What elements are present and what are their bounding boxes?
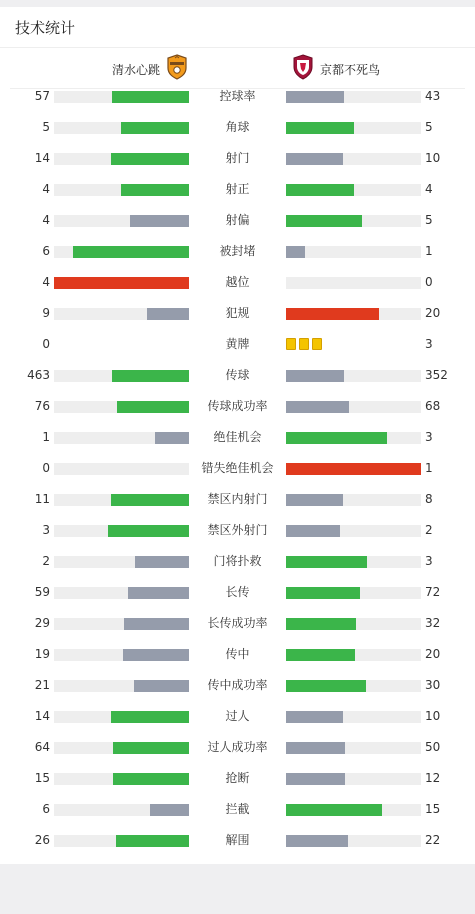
home-stat-value: 14 xyxy=(34,151,50,165)
home-stat-bar xyxy=(54,184,189,196)
away-stat-value: 50 xyxy=(425,740,441,754)
home-stat-bar-fill xyxy=(111,494,189,506)
yellow-card-icon xyxy=(312,338,322,350)
away-stat-bar-fill xyxy=(286,184,354,196)
stat-label: 拦截 xyxy=(225,802,250,816)
home-stat-bar-fill xyxy=(112,91,189,103)
home-stat-value: 11 xyxy=(34,492,50,506)
home-stat-bar xyxy=(54,835,189,847)
home-stat-value: 6 xyxy=(42,244,50,258)
home-stat-bar xyxy=(54,370,189,382)
stat-row xyxy=(0,484,475,515)
stat-row xyxy=(0,205,475,236)
home-stat-bar-fill xyxy=(150,804,189,816)
home-stat-bar xyxy=(54,587,189,599)
away-stat-value: 1 xyxy=(425,244,433,258)
stat-label: 射偏 xyxy=(225,213,250,227)
away-stat-value: 3 xyxy=(425,554,433,568)
home-stat-value: 3 xyxy=(42,523,50,537)
home-stat-value: 463 xyxy=(27,368,50,382)
away-stat-value: 0 xyxy=(425,275,433,289)
home-stat-bar-fill xyxy=(113,742,189,754)
stat-row xyxy=(0,81,475,112)
away-stat-value: 68 xyxy=(425,399,441,413)
away-stat-bar-fill xyxy=(286,463,421,475)
yellow-card-icon xyxy=(286,338,296,350)
home-stat-bar-fill xyxy=(130,215,189,227)
stat-row xyxy=(0,298,475,329)
away-stat-bar-fill xyxy=(286,618,356,630)
away-stat-value: 15 xyxy=(425,802,441,816)
away-stat-bar xyxy=(286,432,421,444)
away-stat-value: 5 xyxy=(425,120,433,134)
away-stat-value: 43 xyxy=(425,89,441,103)
away-stat-bar-fill xyxy=(286,153,343,165)
away-stat-bar xyxy=(286,711,421,723)
home-stat-bar-fill xyxy=(121,122,189,134)
away-stat-value: 30 xyxy=(425,678,441,692)
home-stat-bar xyxy=(54,215,189,227)
kyoto-crest-icon xyxy=(292,54,314,84)
stat-label: 解围 xyxy=(225,833,250,847)
home-stat-bar-fill xyxy=(134,680,189,692)
home-stat-value: 15 xyxy=(34,771,50,785)
away-stat-bar-fill xyxy=(286,804,382,816)
stat-row xyxy=(0,546,475,577)
away-stat-bar xyxy=(286,587,421,599)
away-stat-bar-fill xyxy=(286,649,355,661)
away-stat-bar-fill xyxy=(286,556,367,568)
away-stat-bar-fill xyxy=(286,773,345,785)
away-stat-value: 10 xyxy=(425,709,441,723)
home-stat-bar xyxy=(54,525,189,537)
stat-row xyxy=(0,825,475,856)
home-stat-bar xyxy=(54,91,189,103)
away-stat-bar xyxy=(286,556,421,568)
stat-row xyxy=(0,701,475,732)
home-stat-bar xyxy=(54,773,189,785)
home-stat-bar-fill xyxy=(121,184,189,196)
away-stat-bar-fill xyxy=(286,308,379,320)
home-stat-bar-fill xyxy=(135,556,189,568)
away-stat-bar xyxy=(286,184,421,196)
away-stat-value: 20 xyxy=(425,647,441,661)
stat-row xyxy=(0,515,475,546)
away-stat-bar-fill xyxy=(286,432,387,444)
stat-row xyxy=(0,236,475,267)
home-stat-value: 64 xyxy=(34,740,50,754)
away-stat-value: 352 xyxy=(425,368,448,382)
home-stat-bar-fill xyxy=(111,711,189,723)
stat-row xyxy=(0,732,475,763)
home-stat-value: 4 xyxy=(42,182,50,196)
stat-label: 传中成功率 xyxy=(207,678,268,692)
stat-label: 错失绝佳机会 xyxy=(201,461,274,475)
away-stat-bar xyxy=(286,804,421,816)
home-stat-bar xyxy=(54,122,189,134)
away-yellow-cards xyxy=(286,338,322,352)
home-stat-value: 0 xyxy=(42,337,50,351)
away-stat-bar-fill xyxy=(286,122,354,134)
away-stat-bar xyxy=(286,742,421,754)
stat-row xyxy=(0,763,475,794)
stat-label: 被封堵 xyxy=(219,244,256,258)
stat-label: 控球率 xyxy=(219,89,256,103)
away-stat-bar-fill xyxy=(286,525,340,537)
stat-row xyxy=(0,143,475,174)
home-stat-value: 59 xyxy=(34,585,50,599)
divider xyxy=(0,47,475,48)
home-stat-bar-fill xyxy=(113,773,189,785)
away-stat-value: 1 xyxy=(425,461,433,475)
home-stat-bar xyxy=(54,277,189,289)
stat-label: 传球成功率 xyxy=(207,399,268,413)
away-stat-bar xyxy=(286,91,421,103)
away-stat-bar xyxy=(286,122,421,134)
stat-label: 过人成功率 xyxy=(207,740,268,754)
away-stat-value: 8 xyxy=(425,492,433,506)
home-stat-value: 21 xyxy=(34,678,50,692)
home-stat-value: 6 xyxy=(42,802,50,816)
away-stat-bar-fill xyxy=(286,835,348,847)
home-stat-bar xyxy=(54,556,189,568)
home-stat-bar xyxy=(54,742,189,754)
home-stat-bar-fill xyxy=(124,618,189,630)
away-stat-bar xyxy=(286,680,421,692)
home-stat-value: 57 xyxy=(34,89,50,103)
yellow-card-icon xyxy=(299,338,309,350)
away-stat-value: 72 xyxy=(425,585,441,599)
away-stat-bar-fill xyxy=(286,680,366,692)
home-team-name: 清水心跳 xyxy=(111,62,160,77)
home-stat-value: 0 xyxy=(42,461,50,475)
home-stat-bar xyxy=(54,618,189,630)
away-stat-value: 3 xyxy=(425,430,433,444)
away-stat-value: 22 xyxy=(425,833,441,847)
stat-label: 犯规 xyxy=(225,306,250,320)
away-stat-value: 12 xyxy=(425,771,441,785)
home-stat-bar-fill xyxy=(73,246,189,258)
stat-row xyxy=(0,794,475,825)
home-team[interactable] xyxy=(112,55,188,83)
home-stat-bar-fill xyxy=(112,370,189,382)
away-stat-bar-fill xyxy=(286,494,343,506)
stat-row xyxy=(0,608,475,639)
stat-row xyxy=(0,391,475,422)
home-stat-value: 19 xyxy=(34,647,50,661)
away-stat-bar xyxy=(286,246,421,258)
home-stat-bar-fill xyxy=(111,153,189,165)
away-stat-value: 5 xyxy=(425,213,433,227)
home-stat-bar-fill xyxy=(108,525,189,537)
home-stat-bar xyxy=(54,153,189,165)
stat-label: 长传 xyxy=(225,585,250,599)
away-stat-value: 10 xyxy=(425,151,441,165)
stat-label: 越位 xyxy=(225,275,250,289)
home-stat-bar-fill xyxy=(155,432,189,444)
home-stat-bar-fill xyxy=(117,401,189,413)
away-stat-value: 4 xyxy=(425,182,433,196)
home-stat-bar xyxy=(54,804,189,816)
home-stat-bar xyxy=(54,649,189,661)
stat-row xyxy=(0,112,475,143)
away-stat-bar-fill xyxy=(286,711,343,723)
stat-row xyxy=(0,453,475,484)
away-stat-bar xyxy=(286,618,421,630)
away-stat-bar xyxy=(286,835,421,847)
away-stat-bar-fill xyxy=(286,587,360,599)
away-stat-bar-fill xyxy=(286,246,305,258)
away-team-name: 京都不死鸟 xyxy=(320,62,381,77)
away-stat-bar xyxy=(286,401,421,413)
home-stat-value: 9 xyxy=(42,306,50,320)
home-stat-value: 76 xyxy=(34,399,50,413)
home-stat-bar-fill xyxy=(147,308,189,320)
away-stat-bar-fill xyxy=(286,215,362,227)
stat-row xyxy=(0,174,475,205)
home-stat-value: 14 xyxy=(34,709,50,723)
away-stat-bar xyxy=(286,153,421,165)
stat-row xyxy=(0,360,475,391)
stat-label: 禁区内射门 xyxy=(207,492,268,506)
away-stat-value: 20 xyxy=(425,306,441,320)
home-stat-value: 4 xyxy=(42,213,50,227)
stat-label: 过人 xyxy=(225,709,250,723)
home-stat-bar xyxy=(54,246,189,258)
away-stat-bar xyxy=(286,463,421,475)
home-stat-bar-fill xyxy=(123,649,189,661)
away-stat-bar xyxy=(286,494,421,506)
home-stat-bar xyxy=(54,711,189,723)
stat-label: 射正 xyxy=(225,182,250,196)
stat-label: 射门 xyxy=(225,151,250,165)
shimizu-crest-icon xyxy=(166,54,188,84)
home-stat-bar xyxy=(54,308,189,320)
home-stat-bar xyxy=(54,680,189,692)
away-stat-bar xyxy=(286,277,421,289)
stat-label: 抢断 xyxy=(225,771,250,785)
home-stat-value: 1 xyxy=(42,430,50,444)
stat-row xyxy=(0,329,475,360)
away-stat-bar xyxy=(286,525,421,537)
stat-row xyxy=(0,670,475,701)
stat-label: 门将扑救 xyxy=(213,554,262,568)
stat-row xyxy=(0,577,475,608)
home-stat-bar-fill xyxy=(54,277,189,289)
stat-label: 角球 xyxy=(225,120,250,134)
stat-label: 黄牌 xyxy=(225,337,250,351)
away-stat-bar-fill xyxy=(286,401,349,413)
stats-list xyxy=(0,81,475,856)
stat-label: 禁区外射门 xyxy=(207,523,268,537)
away-stat-bar xyxy=(286,215,421,227)
home-stat-value: 2 xyxy=(42,554,50,568)
stat-row xyxy=(0,639,475,670)
away-stat-bar-fill xyxy=(286,91,344,103)
away-stat-bar xyxy=(286,773,421,785)
away-stat-bar xyxy=(286,649,421,661)
stat-label: 传球 xyxy=(225,368,250,382)
home-stat-value: 4 xyxy=(42,275,50,289)
stat-label: 传中 xyxy=(225,647,250,661)
home-stat-bar-fill xyxy=(128,587,189,599)
home-stat-value: 29 xyxy=(34,616,50,630)
page-title: 技术统计 xyxy=(15,19,76,37)
home-stat-bar xyxy=(54,494,189,506)
away-stat-bar xyxy=(286,308,421,320)
stat-row xyxy=(0,422,475,453)
home-stat-bar xyxy=(54,432,189,444)
home-stat-bar-fill xyxy=(116,835,189,847)
stat-label: 长传成功率 xyxy=(207,616,268,630)
stat-row xyxy=(0,267,475,298)
home-stat-bar xyxy=(54,401,189,413)
away-team[interactable] xyxy=(292,55,380,83)
away-stat-bar-fill xyxy=(286,742,345,754)
away-stat-bar xyxy=(286,370,421,382)
home-stat-value: 26 xyxy=(34,833,50,847)
away-stat-value: 3 xyxy=(425,337,433,351)
home-stat-value: 5 xyxy=(42,120,50,134)
away-stat-bar-fill xyxy=(286,370,344,382)
away-stat-value: 32 xyxy=(425,616,441,630)
stat-label: 绝佳机会 xyxy=(213,430,262,444)
home-stat-bar xyxy=(54,463,189,475)
away-stat-value: 2 xyxy=(425,523,433,537)
